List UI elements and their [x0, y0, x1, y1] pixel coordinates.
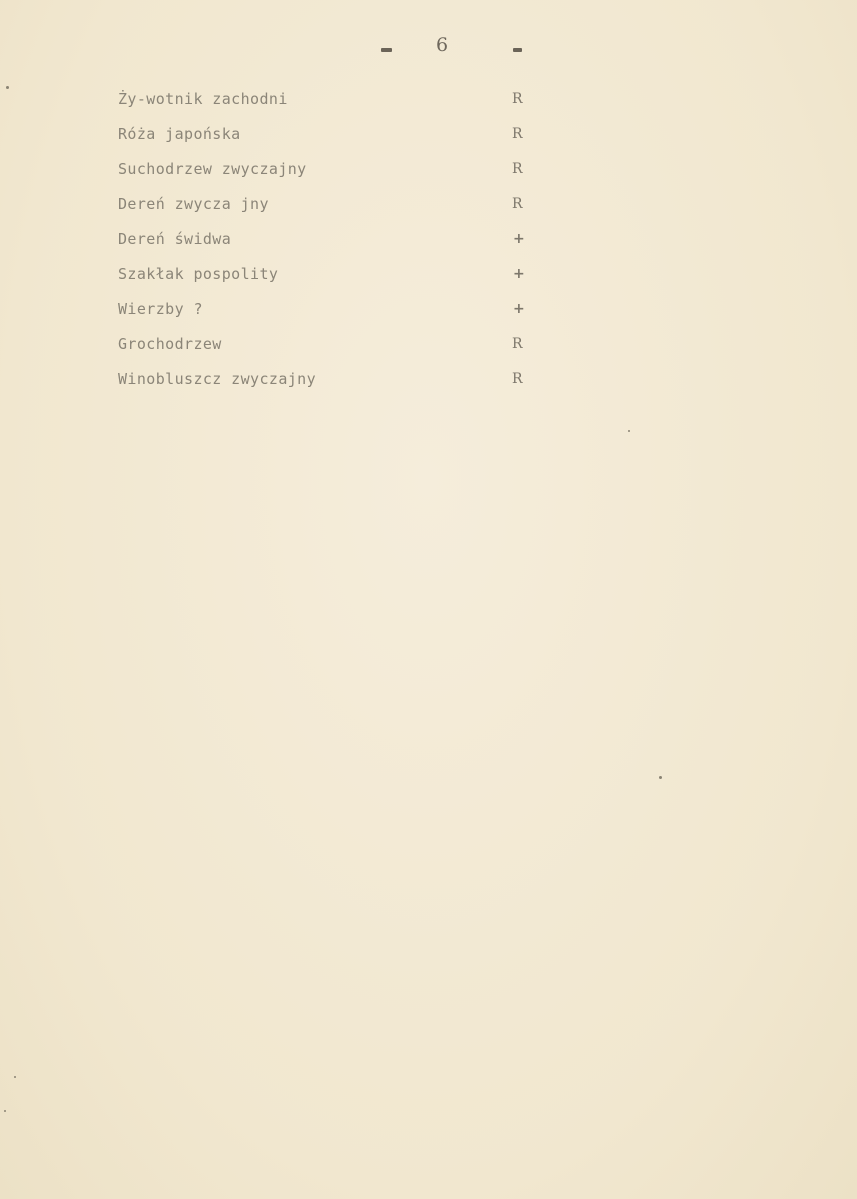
list-item [118, 158, 538, 193]
list-item [118, 368, 538, 403]
dash-right [513, 48, 522, 52]
species-name: Dereń świdwa [118, 230, 232, 248]
species-list [118, 88, 538, 403]
list-item [118, 263, 538, 298]
paper-speck [628, 430, 630, 432]
paper-speck [4, 1110, 6, 1112]
list-item [118, 123, 538, 158]
species-name: Ży-wotnik zachodni [118, 90, 288, 108]
species-mark: R [512, 371, 523, 387]
species-mark: R [512, 336, 523, 352]
page-number: 6 [436, 34, 449, 56]
species-mark: + [513, 301, 525, 317]
species-mark: + [513, 231, 525, 247]
paper-speck [659, 776, 662, 779]
species-mark: R [512, 126, 523, 142]
paper-speck [6, 86, 9, 89]
list-item [118, 193, 538, 228]
list-item [118, 333, 538, 368]
list-item [118, 228, 538, 263]
list-item [118, 298, 538, 333]
dash-left [381, 48, 392, 52]
species-name: Róża japońska [118, 125, 241, 143]
species-name: Dereń zwycza jny [118, 195, 269, 213]
species-name: Szakłak pospolity [118, 265, 279, 283]
species-mark: R [512, 91, 523, 107]
species-mark: R [512, 161, 523, 177]
species-mark: + [513, 266, 525, 282]
species-name: Grochodrzew [118, 335, 222, 353]
species-name: Wierzby ? [118, 300, 203, 318]
page-header [0, 34, 857, 64]
species-name: Suchodrzew zwyczajny [118, 160, 307, 178]
list-item [118, 88, 538, 123]
species-name: Winobluszcz zwyczajny [118, 370, 317, 388]
species-mark: R [512, 196, 523, 212]
paper-speck [14, 1076, 16, 1078]
